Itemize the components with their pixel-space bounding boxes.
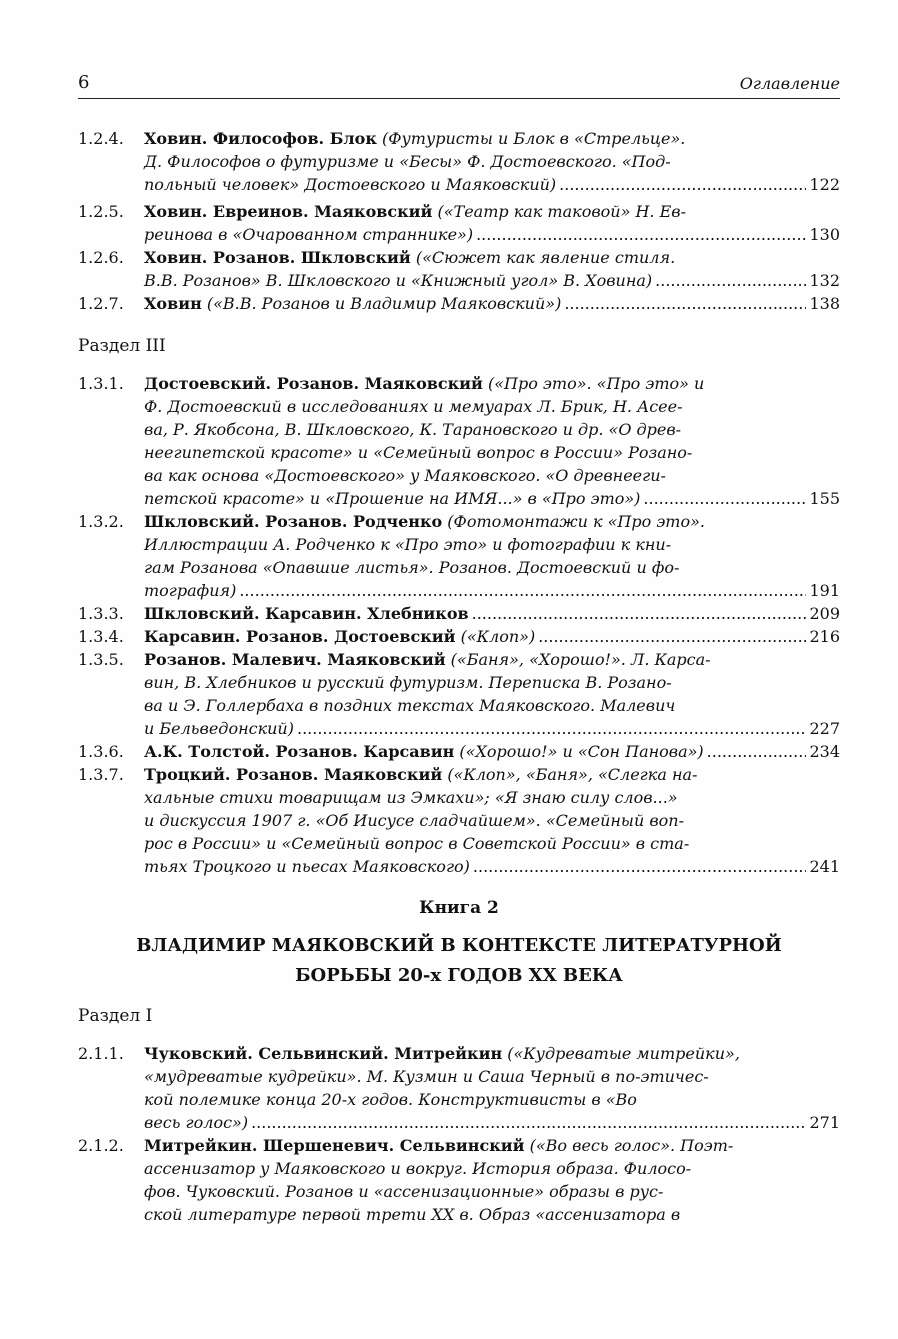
page-number: 6: [78, 72, 90, 93]
entry-desc: неегипетской красоте» и «Семейный вопрос в России» Розано-: [144, 443, 693, 462]
leader-dots: [655, 269, 806, 292]
entry-number: 1.3.4.: [78, 627, 124, 646]
toc-entry: [78, 1042, 840, 1134]
toc-entry: [78, 602, 840, 625]
entry-title: Розанов. Малевич. Маяковский: [144, 650, 446, 669]
toc-entry: [78, 246, 840, 292]
entry-desc: Д. Философов о футуризме и «Бесы» Ф. Достоевского. «Под-: [144, 152, 671, 171]
entry-desc: (Фотомонтажи к «Про это».: [447, 512, 705, 531]
section-heading: Раздел III: [78, 336, 166, 356]
entry-desc: («Театр как таковой» Н. Ев-: [437, 202, 686, 221]
entry-desc: гам Розанова «Опавшие листья». Розанов. Достоевский и фо-: [144, 558, 680, 577]
entry-desc: фов. Чуковский. Розанов и «ассенизационные» образы в рус-: [144, 1182, 664, 1201]
entry-desc: ва и Э. Голлербаха в поздних текстах Маяковского. Малевич: [144, 696, 676, 715]
entry-title: Шкловский. Карсавин. Хлебников: [144, 604, 469, 623]
entry-title: Ховин. Евреинов. Маяковский: [144, 202, 433, 221]
entry-desc: вин, В. Хлебников и русский футуризм. Переписка В. Розано-: [144, 673, 672, 692]
toc-entry: [78, 763, 840, 878]
toc-entry: [78, 200, 840, 246]
entry-desc: Ф. Достоевский в исследованиях и мемуарах Л. Брик, Н. Асее-: [144, 397, 683, 416]
entry-number: 1.3.3.: [78, 604, 124, 623]
leader-dots: [472, 602, 807, 625]
entry-number: 1.3.5.: [78, 650, 124, 669]
entry-desc: ва, Р. Якобсона, В. Шкловского, К. Тарановского и др. «О древ-: [144, 420, 682, 439]
running-title: Оглавление: [739, 74, 840, 93]
entry-page: 122: [809, 175, 840, 194]
toc-entry: [78, 372, 840, 510]
toc-entry: [78, 510, 840, 602]
entry-desc: ва как основа «Достоевского» у Маяковского. «О древнееги-: [144, 466, 666, 485]
entry-desc: тография): [144, 581, 237, 600]
toc-entry: [78, 292, 840, 315]
leader-dots: [538, 625, 806, 648]
entry-number: 1.3.6.: [78, 742, 124, 761]
entry-page: 155: [809, 489, 840, 508]
entry-number: 1.2.4.: [78, 129, 124, 148]
toc-entry: [78, 648, 840, 740]
entry-desc: ской литературе первой трети XX в. Образ «ассенизатора в: [144, 1205, 681, 1224]
entry-page: 234: [809, 742, 840, 761]
entry-desc: и Бельведонский): [144, 719, 294, 738]
entry-title: Чуковский. Сельвинский. Митрейкин: [144, 1044, 503, 1063]
entry-title: Ховин. Розанов. Шкловский: [144, 248, 411, 267]
entry-desc: кой полемике конца 20-х годов. Конструктивисты в «Во: [144, 1090, 637, 1109]
entry-desc: («Сюжет как явление стиля.: [415, 248, 676, 267]
leader-dots: [239, 579, 806, 602]
entry-number: 1.3.1.: [78, 374, 124, 393]
leader-dots: [297, 717, 806, 740]
entry-desc: Иллюстрации А. Родченко к «Про это» и фотографии к кни-: [144, 535, 672, 554]
entry-desc: польный человек» Достоевского и Маяковский): [144, 175, 557, 194]
entry-page: 138: [809, 294, 840, 313]
entry-desc: («Клоп», «Баня», «Слегка на-: [447, 765, 698, 784]
entry-page: 241: [809, 857, 840, 876]
entry-title: Троцкий. Розанов. Маяковский: [144, 765, 443, 784]
leader-dots: [251, 1111, 806, 1134]
book-label: Книга 2: [419, 898, 499, 918]
entry-page: 132: [809, 271, 840, 290]
entry-title: Ховин. Философов. Блок: [144, 129, 377, 148]
toc-entry: [78, 127, 840, 196]
leader-dots: [707, 740, 807, 763]
entry-desc: и дискуссия 1907 г. «Об Иисусе сладчайшем». «Семейный воп-: [144, 811, 685, 830]
entry-desc: В.В. Розанов» В. Шкловского и «Книжный угол» В. Ховина): [144, 271, 653, 290]
entry-number: 1.3.7.: [78, 765, 124, 784]
entry-desc: («Баня», «Хорошо!». Л. Карса-: [450, 650, 711, 669]
entry-page: 271: [809, 1113, 840, 1132]
entry-desc: весь голос»): [144, 1113, 249, 1132]
entry-title: Карсавин. Розанов. Достоевский: [144, 627, 456, 646]
entry-title: Достоевский. Розанов. Маяковский: [144, 374, 483, 393]
entry-desc: тьях Троцкого и пьесах Маяковского): [144, 857, 470, 876]
entry-desc: «мудреватые кудрейки». М. Кузмин и Саша Черный в по-этичес-: [144, 1067, 709, 1086]
entry-title: Митрейкин. Шершеневич. Сельвинский: [144, 1136, 525, 1155]
entry-title: Ховин: [144, 294, 202, 313]
toc-entry: [78, 625, 840, 648]
entry-desc: хальные стихи товарищам из Эмкахи»; «Я знаю силу слов...»: [144, 788, 678, 807]
entry-desc: реинова в «Очарованном страннике»): [144, 225, 474, 244]
leader-dots: [559, 173, 806, 196]
entry-page: 227: [809, 719, 840, 738]
entry-number: 2.1.1.: [78, 1044, 124, 1063]
entry-number: 1.3.2.: [78, 512, 124, 531]
page-header: [78, 72, 840, 99]
entry-number: 1.2.5.: [78, 202, 124, 221]
entry-number: 1.2.7.: [78, 294, 124, 313]
entry-desc: («Про это». «Про это» и: [487, 374, 705, 393]
entry-desc: рос в России» и «Семейный вопрос в Советской России» в ста-: [144, 834, 690, 853]
entry-number: 2.1.2.: [78, 1136, 124, 1155]
book-title-line2: БОРЬБЫ 20-х ГОДОВ XX ВЕКА: [295, 965, 623, 986]
leader-dots: [476, 223, 806, 246]
section-heading: Раздел I: [78, 1006, 153, 1026]
entry-page: 209: [809, 604, 840, 623]
leader-dots: [643, 487, 806, 510]
entry-desc: («Кудреватые митрейки»,: [507, 1044, 740, 1063]
leader-dots: [473, 855, 807, 878]
entry-title: Шкловский. Розанов. Родченко: [144, 512, 443, 531]
entry-desc: («Во весь голос». Поэт-: [529, 1136, 734, 1155]
toc-entry: [78, 1134, 840, 1226]
entry-desc: («В.В. Розанов и Владимир Маяковский»): [206, 294, 562, 313]
entry-page: 130: [809, 225, 840, 244]
book-title-line1: ВЛАДИМИР МАЯКОВСКИЙ В КОНТЕКСТЕ ЛИТЕРАТУРНОЙ: [136, 935, 782, 956]
leader-dots: [564, 292, 806, 315]
toc-entry: [78, 740, 840, 763]
entry-number: 1.2.6.: [78, 248, 124, 267]
entry-title: А.К. Толстой. Розанов. Карсавин: [144, 742, 455, 761]
entry-page: 216: [809, 627, 840, 646]
entry-desc: (Футуристы и Блок в «Стрельце».: [381, 129, 686, 148]
entry-desc: («Клоп»): [460, 627, 536, 646]
entry-desc: петской красоте» и «Прошение на ИМЯ...» в «Про это»): [144, 489, 641, 508]
entry-page: 191: [809, 581, 840, 600]
entry-desc: («Хорошо!» и «Сон Панова»): [459, 742, 704, 761]
entry-desc: ассенизатор у Маяковского и вокруг. История образа. Филосо-: [144, 1159, 692, 1178]
